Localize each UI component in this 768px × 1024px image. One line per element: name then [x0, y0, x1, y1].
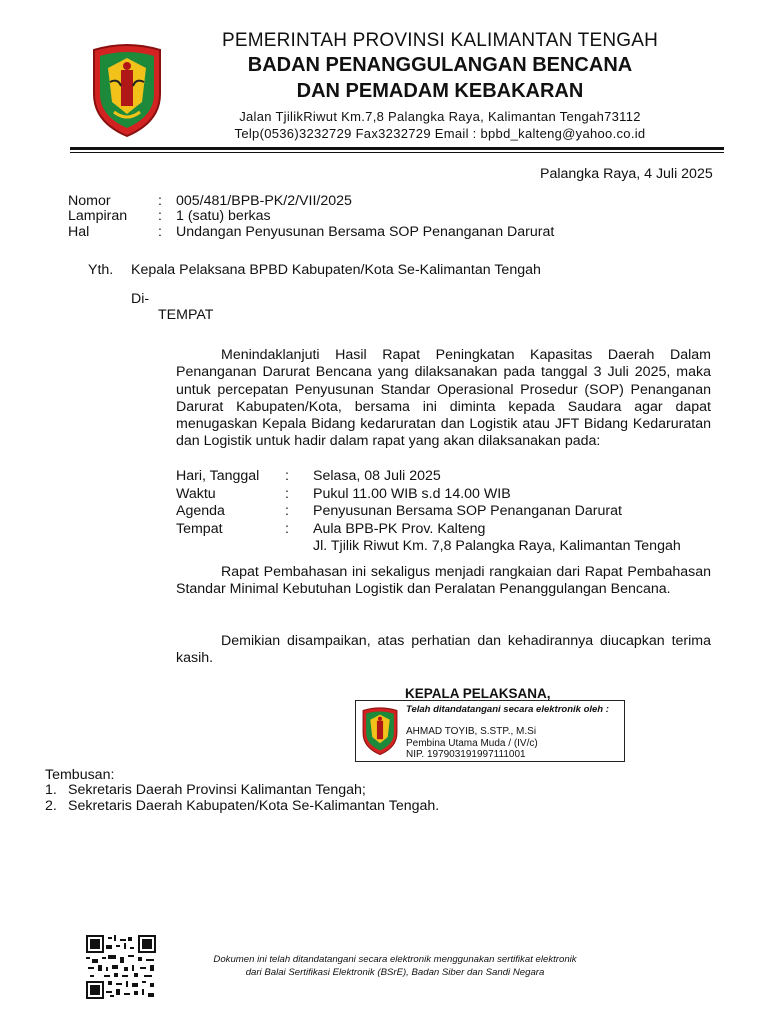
cc-title: Tembusan: [45, 767, 115, 783]
schedule-sep: : [285, 521, 289, 537]
agency-contact: Telp(0536)3232729 Fax3232729 Email : bpbd_kalteng@yahoo.co.id [234, 126, 646, 141]
meta-value-nomor: 005/481/BPB-PK/2/VII/2025 [176, 193, 352, 209]
signatory-rank: Pembina Utama Muda / (IV/c) [406, 738, 538, 749]
signed-electronically-note: Telah ditandatangani secara elektronik oleh : [406, 704, 609, 715]
schedule-place-address: Jl. Tjilik Riwut Km. 7,8 Palangka Raya, Kalimantan Tengah [313, 538, 681, 554]
meta-label-nomor: Nomor [68, 193, 111, 209]
schedule-label-date: Hari, Tanggal [176, 468, 260, 484]
signatory-nip: NIP. 197903191997111001 [406, 749, 526, 760]
cc-item-number: 2. [45, 798, 57, 814]
schedule-label-agenda: Agenda [176, 503, 225, 519]
body-paragraph-1: Menindaklanjuti Hasil Rapat Peningkatan Kapasitas Daerah Dalam Penanganan Darurat Bencana yang dilaksanakan pada tanggal 3 Juli 2025, maka untuk percepatan Penyusunan Standar Operasional Prosedur (SOP) Penanganan Darurat Kabupaten/Kota, bersama ini diminta kepada Saudara agar dapat menugaskan Kepala Bidang kedaruratan dan Logistik atau JFT Bidang Kedaruratan dan Logistik untuk hadir dalam rapat yang akan dilaksanakan pada: [176, 347, 711, 450]
letterhead [180, 30, 700, 142]
cc-item-text: Sekretaris Daerah Kabupaten/Kota Se-Kalimantan Tengah. [68, 798, 440, 814]
recipient-di: Di- [131, 291, 150, 307]
schedule-value-date: Selasa, 08 Juli 2025 [313, 468, 441, 484]
schedule-sep: : [285, 486, 289, 502]
cc-item-number: 1. [45, 782, 57, 798]
provincial-emblem-icon [88, 42, 166, 138]
cc-item-text: Sekretaris Daerah Provinsi Kalimantan Tengah; [68, 782, 366, 798]
meta-sep: : [158, 208, 162, 224]
qr-code-icon [86, 935, 156, 999]
body-paragraph-2: Rapat Pembahasan ini sekaligus menjadi rangkaian dari Rapat Pembahasan Standar Minimal Kebutuhan Logistik dan Peralatan Penanggulangan Bencana. [176, 564, 711, 598]
schedule-sep: : [285, 503, 289, 519]
footnote-line-2: dari Balai Sertifikasi Elektronik (BSrE), Badan Siber dan Sandi Negara [245, 967, 545, 978]
recipient-name: Kepala Pelaksana BPBD Kabupaten/Kota Se-Kalimantan Tengah [131, 262, 541, 278]
schedule-value-agenda: Penyusunan Bersama SOP Penanganan Darurat [313, 503, 622, 519]
body-paragraph-3: Demikian disampaikan, atas perhatian dan kehadirannya diucapkan terima kasih. [176, 633, 711, 667]
schedule-label-time: Waktu [176, 486, 216, 502]
schedule-sep: : [285, 468, 289, 484]
electronic-signature-box [355, 700, 625, 762]
agency-name-line2: DAN PEMADAM KEBAKARAN [296, 80, 584, 102]
meta-label-lampiran: Lampiran [68, 208, 128, 224]
letterhead-divider-thin [70, 152, 724, 153]
agency-name-line1: BADAN PENANGGULANGAN BENCANA [247, 54, 633, 76]
meta-value-hal: Undangan Penyusunan Bersama SOP Penanganan Darurat [176, 224, 555, 240]
schedule-value-time: Pukul 11.00 WIB s.d 14.00 WIB [313, 486, 511, 502]
provincial-emblem-icon [360, 705, 400, 757]
electronic-signature-footnote [170, 953, 620, 979]
schedule-label-place: Tempat [176, 521, 223, 537]
meta-sep: : [158, 224, 162, 240]
letter-date: Palangka Raya, 4 Juli 2025 [540, 166, 713, 182]
meta-label-hal: Hal [68, 224, 90, 240]
agency-address: Jalan TjilikRiwut Km.7,8 Palangka Raya, Kalimantan Tengah73112 [239, 109, 641, 124]
schedule-value-place: Aula BPB-PK Prov. Kalteng [313, 521, 486, 537]
signatory-title: KEPALA PELAKSANA, [405, 686, 551, 701]
signatory-name: AHMAD TOYIB, S.STP., M.Si [406, 726, 537, 737]
recipient-prefix: Yth. [88, 262, 114, 278]
footnote-line-1: Dokumen ini telah ditandatangani secara elektronik menggunakan sertifikat elektronik [213, 954, 577, 965]
letterhead-divider-thick [70, 147, 724, 150]
meta-value-lampiran: 1 (satu) berkas [176, 208, 271, 224]
meta-sep: : [158, 193, 162, 209]
government-name: PEMERINTAH PROVINSI KALIMANTAN TENGAH [221, 30, 659, 51]
recipient-place: TEMPAT [158, 307, 214, 323]
